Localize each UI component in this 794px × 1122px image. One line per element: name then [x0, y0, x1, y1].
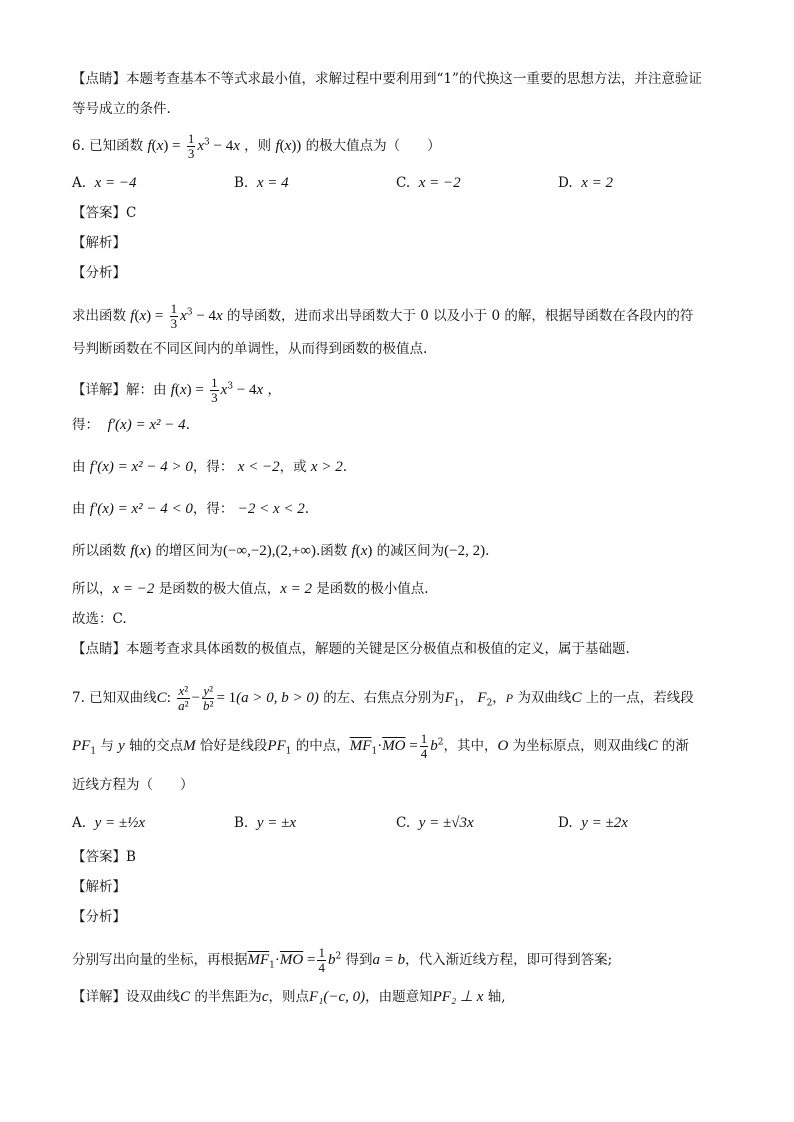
q6-lt-line: 由 f′(x) = x² − 4 < 0，得： −2 < x < 2. [72, 501, 310, 517]
q6-stem: 6. 已知函数 f(x) = $\frac{1}{3}$ $x^3 - 4x$ ，则 f(x)) 的极大值点为（ ） [72, 131, 441, 161]
q6-analysis-line1: 求出函数 f(x) = $\frac{1}{3}$ $x^3 - 4x$ 的导函数，进而求出导函数大于 0 以及小于 0 的解，根据导函数在各段内的符 [72, 301, 694, 331]
q6-intervals-line: 所以函数 f(x) 的增区间为(−∞,−2),(2,+∞).函数 f(x) 的减区间为(−2, 2). [72, 543, 490, 559]
q7-analysis-line: 分别写出向量的坐标，再根据$\overline{MF}_1\cdot\overline{MO}$ = $\frac{1}{4}$ $b^2$ 得到a = b，代入渐近线方程，即可得到答案; [72, 945, 613, 975]
q7-jiexi: 【解析】 [72, 879, 126, 895]
q6-answer: 【答案】C [72, 205, 137, 221]
q7-option-b: B. y = ±x [234, 815, 296, 831]
q7-option-a: A. y = ±½x [72, 815, 146, 831]
q6-conclusion-line: 所以，x = −2 是函数的极大值点，x = 2 是函数的极小值点. [72, 581, 429, 597]
q7-stem-line1: 7. 已知双曲线C: $\frac{\text{x²}}{\text{a²}}$ − $\frac{\text{y²}}{\text{b²}}$ = 1(a > 0, b > 0) 的左、右焦点分别为$F_1$， $F_2$，P 为双曲线C 上的一点，若线段 [72, 683, 694, 713]
q7-answer: 【答案】B [72, 849, 136, 865]
q6-dianjing: 【点睛】本题考查求具体函数的极值点，解题的关键是区分极值点和极值的定义，属于基础题. [72, 641, 630, 657]
q6-jiexi: 【解析】 [72, 235, 126, 251]
q7-stem-line3: 近线方程为（ ） [72, 777, 194, 793]
q7-fenxi: 【分析】 [72, 909, 126, 925]
one-third-fraction: $\frac{1}{3}$ [187, 131, 195, 161]
q7-stem-line2: $PF_1$ 与 y 轴的交点M 恰好是线段$PF_1$ 的中点，$\overline{MF}_1\cdot\overline{MO}$ = $\frac{1}{4}$ $b^2$，其中，O 为坐标原点，则双曲线C 的渐 [72, 731, 689, 761]
q7-detail-line: 【详解】设双曲线C 的半焦距为c，则点F₁(−c, 0)，由题意知PF₂ ⊥ x 轴, [72, 989, 506, 1005]
q6-gt-line: 由 f′(x) = x² − 4 > 0，得： x < −2，或 x > 2. [72, 459, 347, 475]
q6-stem-suffix: 的极大值点为（ ） [305, 138, 441, 154]
note-line-2: 等号成立的条件. [72, 101, 171, 117]
q6-option-b: B. x = 4 [234, 175, 289, 191]
q6-option-c: C. x = −2 [396, 175, 461, 191]
q6-detail-line: 【详解】解：由 f(x) = $\frac{1}{3}$ $x^3 - 4x$ ， [72, 375, 281, 405]
q6-option-d: D. x = 2 [558, 175, 614, 191]
q6-stem-middle: ，则 [244, 138, 272, 154]
q6-fenxi: 【分析】 [72, 265, 126, 281]
note-line-1: 【点睛】本题考查基本不等式求最小值，求解过程中要利用到“1”的代换这一重要的思想方法，并注意验证 [72, 71, 702, 87]
q7-option-c: C. y = ±√3x [396, 815, 474, 831]
q7-option-d: D. y = ±2x [558, 815, 628, 831]
q6-stem-prefix: 6. 已知函数 [72, 138, 144, 154]
q6-analysis-line2: 号判断函数在不同区间内的单调性，从而得到函数的极值点. [72, 341, 428, 357]
q6-derivative-line: 得： f′(x) = x² − 4. [72, 417, 190, 433]
q6-choose: 故选：C. [72, 611, 127, 627]
q6-option-a: A. x = −4 [72, 175, 137, 191]
